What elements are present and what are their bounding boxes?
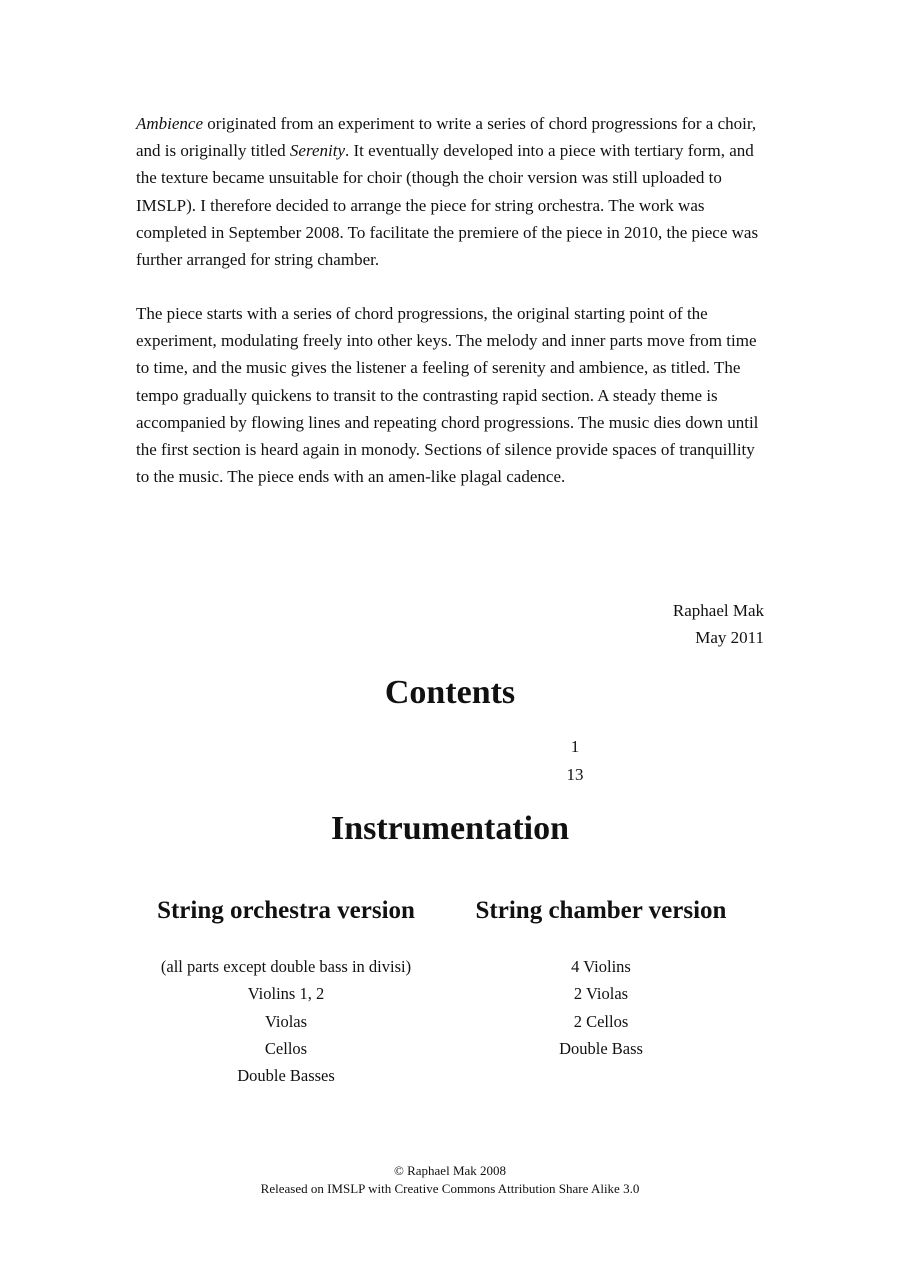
chamber-instrument: 2 Cellos (573, 1011, 629, 1031)
chamber-version-heading: String chamber version (475, 897, 727, 924)
orchestra-instrument: Violas (264, 1011, 308, 1031)
license-notice: Released on IMSLP with Creative Commons Attribution Share Alike 3.0 (260, 1181, 640, 1196)
intro-paragraph-2: The piece starts with a series of chord progressions, the original starting point of the experiment, modulating freely into other keys. The melody and inner parts move from time to time, and the music gives the listener a feeling of serenity and ambience, as titled. The tempo gradually quickens to transit to the contrasting rapid section. A steady theme is accompanied by flowing lines and repeating chord progressions. The music dies down until the first section is heard again in monody. Sections of silence provide spaces of tranquillity to the music. The piece ends with an amen-like plagal cadence. (136, 304, 759, 487)
intro-text-a: originated from an experiment to write a series of chord progressions for a choir, and is originally titled (136, 114, 757, 161)
contents-heading: Contents (384, 674, 516, 711)
chamber-instrument: 2 Violas (573, 984, 629, 1004)
orchestra-instrument: Cellos (264, 1038, 308, 1058)
orchestra-instrument: Double Basses (237, 1066, 335, 1086)
orchestra-instrument: Violins 1, 2 (247, 984, 325, 1004)
toc-entry-page: 13 (566, 765, 584, 784)
signature-name: Raphael Mak (672, 601, 764, 620)
signature-date: May 2011 (695, 628, 764, 647)
orchestra-instrument-list (136, 953, 436, 1089)
chamber-instrument-list (455, 953, 747, 1062)
original-title: Serenity (289, 141, 345, 161)
orchestra-note: (all parts except double bass in divisi) (160, 957, 412, 976)
toc-entry-page: 1 (570, 737, 580, 756)
orchestra-version-heading: String orchestra version (157, 897, 415, 924)
work-title: Ambience (136, 114, 204, 133)
chamber-instrument: 4 Violins (571, 957, 631, 976)
intro-paragraph-1 (136, 110, 766, 273)
intro-text-b: . It eventually developed into a piece with tertiary form, and the texture became unsuitable for choir (though the choir version was still uploaded to IMSLP). I therefore decided to arrange the piece for string orchestra. The work was completed in September 2008. To facilitate the premiere of the piece in 2010, the piece was further arranged for string chamber. (136, 141, 759, 270)
instrumentation-heading: Instrumentation (330, 810, 570, 847)
copyright-notice: © Raphael Mak 2008 (393, 1163, 507, 1178)
chamber-instrument: Double Bass (559, 1038, 643, 1058)
